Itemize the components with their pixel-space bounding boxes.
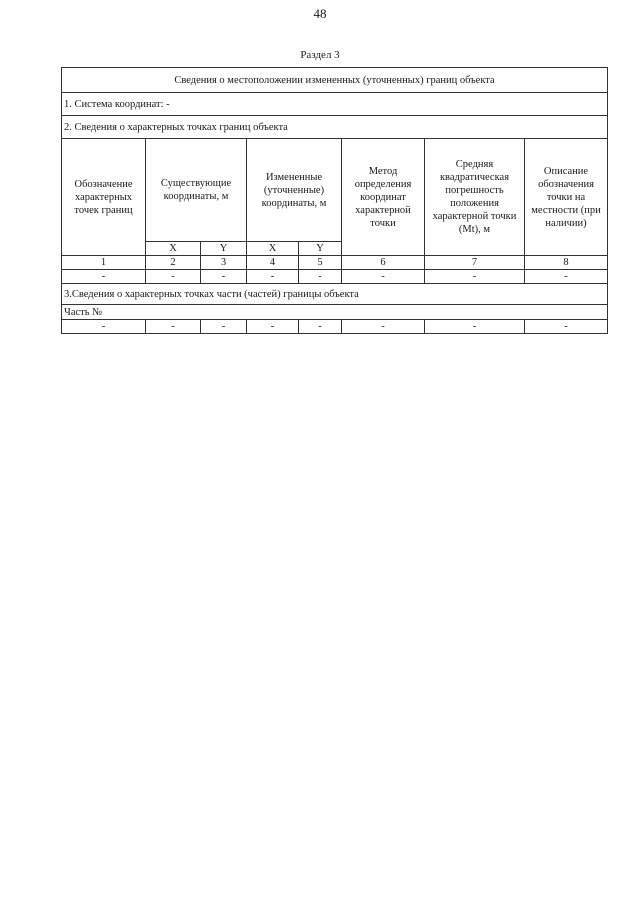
part-info-row: 3.Сведения о характерных точках части (частей) границы объекта [62, 284, 608, 305]
column-number-row [62, 256, 608, 270]
empty-cell: - [62, 270, 146, 284]
column-number: 8 [525, 256, 608, 270]
subheader-x-changed: X [247, 242, 299, 256]
column-number: 6 [342, 256, 425, 270]
coord-system-row: 1. Система координат: - [62, 93, 608, 116]
column-number: 7 [425, 256, 525, 270]
empty-cell: - [146, 270, 201, 284]
empty-cell: - [299, 320, 342, 334]
empty-cell: - [525, 270, 608, 284]
boundary-points-table [61, 67, 608, 334]
empty-cell: - [146, 320, 201, 334]
empty-cell: - [201, 320, 247, 334]
empty-cell: - [342, 270, 425, 284]
empty-cell: - [425, 270, 525, 284]
empty-cell: - [299, 270, 342, 284]
header-designation: Обозначение характерных точек границ [62, 139, 146, 256]
empty-cell: - [425, 320, 525, 334]
table-row [62, 320, 608, 334]
column-number: 1 [62, 256, 146, 270]
header-existing-coords: Существующие координаты, м [146, 139, 247, 242]
column-number: 4 [247, 256, 299, 270]
subheader-x-existing: X [146, 242, 201, 256]
empty-cell: - [525, 320, 608, 334]
header-description: Описание обозначения точки на местности (при наличии) [525, 139, 608, 256]
empty-cell: - [201, 270, 247, 284]
column-number: 2 [146, 256, 201, 270]
page-number: 48 [313, 6, 327, 21]
points-info-row: 2. Сведения о характерных точках границ объекта [62, 116, 608, 139]
table-row [62, 270, 608, 284]
table-title: Сведения о местоположении измененных (уточненных) границ объекта [62, 68, 608, 93]
column-number: 5 [299, 256, 342, 270]
empty-cell: - [62, 320, 146, 334]
empty-cell: - [247, 270, 299, 284]
header-method: Метод определения координат характерной точки [342, 139, 425, 256]
column-number: 3 [201, 256, 247, 270]
part-number-row: Часть № [62, 305, 608, 320]
subheader-y-changed: Y [299, 242, 342, 256]
empty-cell: - [247, 320, 299, 334]
subheader-y-existing: Y [201, 242, 247, 256]
header-changed-coords: Измененные (уточненные) координаты, м [247, 139, 342, 242]
section-title: Раздел 3 [300, 49, 340, 61]
header-error: Средняя квадратическая погрешность положения характерной точки (Mt), м [425, 139, 525, 256]
empty-cell: - [342, 320, 425, 334]
